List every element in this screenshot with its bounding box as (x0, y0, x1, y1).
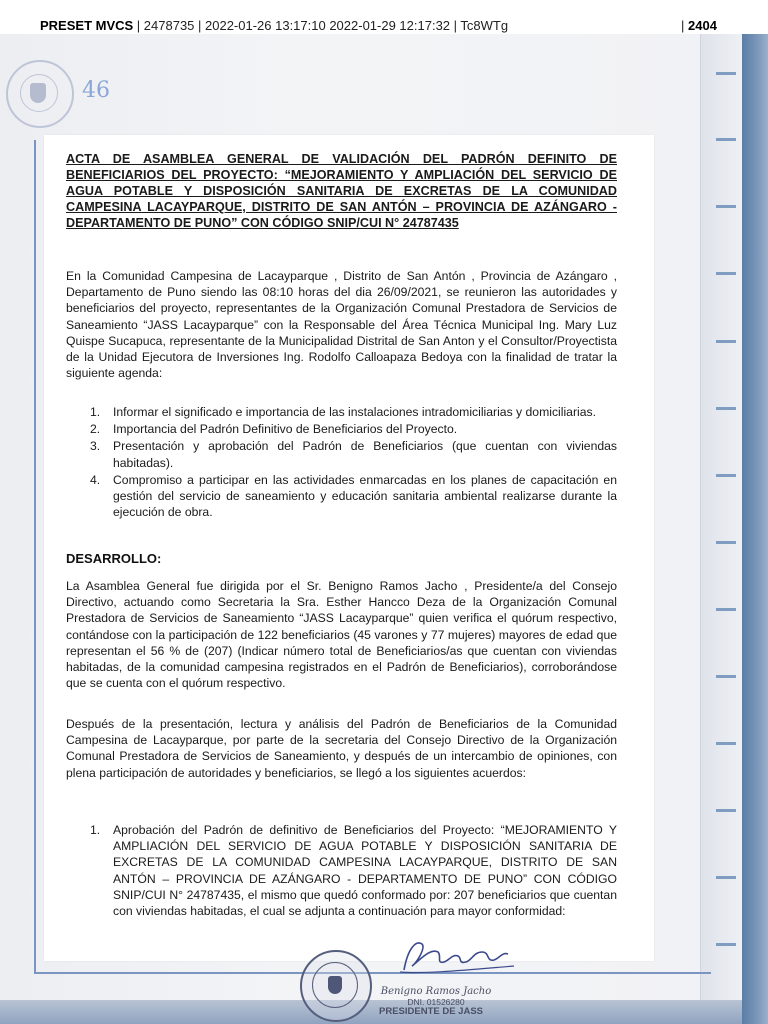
agreement-number: 1. (90, 823, 101, 837)
signatory-dni: DNI. 01526280 (407, 997, 465, 1007)
binder-rule (716, 72, 736, 75)
signature-stroke (404, 943, 508, 970)
agenda-item-number: 1. (90, 405, 101, 419)
binder-rule (716, 943, 736, 946)
agreement-item (66, 822, 617, 919)
agenda-list (66, 404, 617, 521)
header-bar (0, 0, 768, 34)
agenda-item (66, 472, 617, 521)
development-paragraph-1: La Asamblea General fue dirigida por el Sr. Benigno Ramos Jacho , Presidente/a del Consejo Directivo, actuando como Secretaria la Sra. Esther Hancco Deza de la Organización Comunal Prestadora de Servicios de Saneamiento “JASS Lacayparque” quien verifica el quórum respectivo, contándose con la participación de 122 beneficiarios (45 varones y 77 mujeres) mayores de edad que representan el 56 % de (207) (Indicar número total de Beneficiarios/as que cuentan con viviendas habitadas, de la comunidad campesina registrados en el Padrón de Beneficiarios), corroborándose que se cuenta con el quórum respectivo. (66, 579, 617, 691)
header-meta-text: | 2478735 | 2022-01-26 13:17:10 2022-01-29 12:17:32 | Tc8WTg (133, 18, 509, 33)
intro-paragraph: En la Comunidad Campesina de Lacayparque , Distrito de San Antón , Provincia de Azángaro , Departamento de Puno siendo las 08:10 horas del dia 26/09/2021, se reunieron las autoridades y beneficiarios del proyecto, representantes de la Organización Comunal Prestadora de Servicios de Saneamiento “JASS Lacayparque” con la Responsable del Área Técnica Municipal Ing. Mary Luz Quispe Sucapuca, representante de la Municipalidad Distrital de San Anton y el Consultor/Proyectista de la Unidad Ejecutora de Inversiones Ing. Rodolfo Calloapaza Bedoya con la finalidad de tratar la siguiente agenda: (66, 269, 617, 381)
binder-rule (716, 876, 736, 879)
binder-strip (742, 34, 768, 1024)
agenda-item (66, 404, 617, 420)
agenda-item-number: 4. (90, 472, 101, 487)
development-paragraph-2: Después de la presentación, lectura y análisis del Padrón de Beneficiarios de la Comunidad Campesina de Lacayparque, por parte de la secretaria del Consejo Directivo de la Organización Comunal Prestadora de Servicios de Saneamiento, y después de un intercambio de opiniones, con plena participación de autoridades y beneficiarios, se llegó a los siguientes acuerdos: (66, 717, 617, 780)
header-brand: PRESET MVCS (40, 18, 134, 33)
section-heading: DESARROLLO: (66, 551, 162, 566)
agenda-item (66, 438, 617, 470)
binder-rule (716, 474, 736, 477)
water-tap-icon (328, 976, 342, 994)
page-number-value: 2404 (688, 18, 717, 33)
page-number-separator: | (681, 18, 688, 33)
signature-underline (400, 966, 514, 973)
agenda-item-text: Compromiso a participar en las actividades enmarcadas en los planes de capacitación en gestión del servicio de saneamiento y educación sanitaria ambiental realizarse durante la ejecución de obra. (113, 472, 617, 520)
agreement-text: Aprobación del Padrón de definitivo de Beneficiarios del Proyecto: “MEJORAMIENTO Y AMPLIACIÓN DEL SERVICIO DE AGUA POTABLE Y DISPOSICIÓN SANITARIA DE EXCRETAS DE LA COMUNIDAD CAMPESINA LACAYPARQUE, DISTRITO DE SAN ANTÓN – PROVINCIA DE AZÁNGARO - DEPARTAMENTO DE PUNO” CON CÓDIGO SNIP/CUI N° 24787435, el mismo que quedó conformado por: 207 beneficiarios que cuentan con viviendas habitadas, el cual se adjunta a continuación para mayor conformidad: (113, 823, 617, 919)
page-number (681, 18, 717, 33)
signatory-name: Benigno Ramos Jacho (380, 986, 492, 997)
binder-rule (716, 272, 736, 275)
binder-rule (716, 809, 736, 812)
binder-rule (716, 138, 736, 141)
binder-rule (716, 407, 736, 410)
handwritten-signature (386, 930, 526, 980)
binder-rule (716, 541, 736, 544)
agenda-item-number: 3. (90, 439, 101, 454)
official-seal-icon (6, 60, 74, 128)
binder-rule (716, 742, 736, 745)
binder-rule (716, 340, 736, 343)
folio-number: 46 (82, 78, 110, 103)
signatory-role: PRESIDENTE DE JASS (379, 1006, 483, 1017)
jass-seal-icon (300, 950, 372, 1022)
document-title: ACTA DE ASAMBLEA GENERAL DE VALIDACIÓN DEL PADRÓN DEFINITO DE BENEFICIARIOS DEL PROYECTO: “MEJORAMIENTO Y AMPLIACIÓN DEL SERVICIO DE AGUA POTABLE Y DISPOSICIÓN SANITARIA DE EXCRETAS DE LA COMUNIDAD CAMPESINA LACAYPARQUE, DISTRITO DE SAN ANTÓN – PROVINCIA DE AZÁNGARO - DEPARTAMENTO DE PUNO” CON CÓDIGO SNIP/CUI N° 24787435 (66, 152, 617, 230)
agenda-item-number: 2. (90, 422, 101, 437)
agenda-item-text: Presentación y aprobación del Padrón de Beneficiarios (que cuentan con viviendas habitadas). (113, 439, 617, 470)
binder-rule (716, 205, 736, 208)
binder-rule (716, 608, 736, 611)
header-meta (40, 18, 508, 33)
binder-rule (716, 675, 736, 678)
agenda-item-text: Informar el significado e importancia de las instalaciones intradomiciliarias y domiciliarias. (113, 405, 596, 419)
agenda-item-text: Importancia del Padrón Definitivo de Beneficiarios del Proyecto. (113, 422, 458, 437)
agenda-item (66, 421, 617, 437)
seal-emblem-icon (30, 83, 46, 103)
